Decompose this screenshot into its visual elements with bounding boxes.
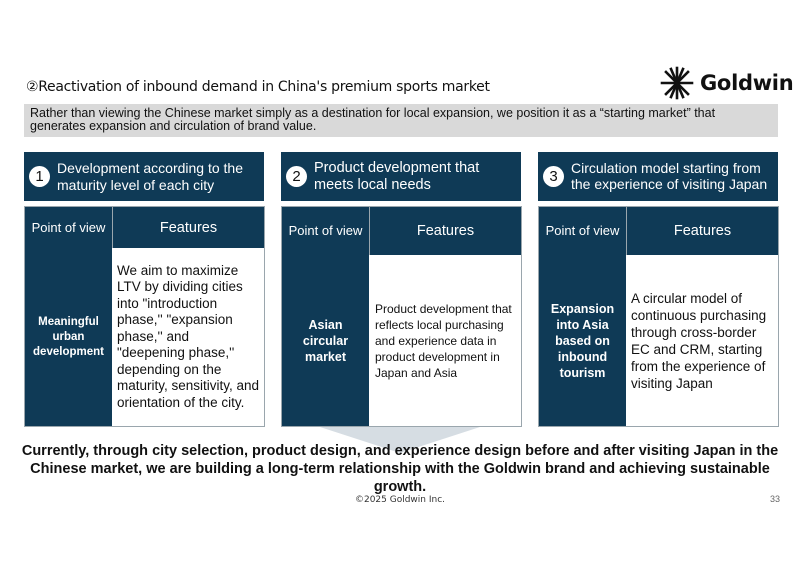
column-heading-1: Development according to the maturity level of each city bbox=[57, 159, 243, 193]
table-1-pov-cell: Meaningful urban development bbox=[25, 248, 112, 426]
page-number: 33 bbox=[770, 494, 781, 504]
goldwin-logo bbox=[660, 65, 793, 101]
step-number-2: 2 bbox=[286, 166, 307, 187]
table-1-features-header: Features bbox=[112, 207, 264, 248]
goldwin-logo-icon bbox=[660, 66, 694, 100]
copyright: ©2025 Goldwin Inc. bbox=[354, 495, 446, 505]
column-header-3 bbox=[538, 152, 778, 201]
column-heading-3: Circulation model starting from the experience of visiting Japan bbox=[571, 160, 768, 192]
table-1 bbox=[24, 206, 265, 427]
table-3 bbox=[538, 206, 779, 427]
column-header-2 bbox=[281, 152, 521, 201]
logo-text: Goldwin bbox=[700, 71, 794, 95]
page-title: ②Reactivation of inbound demand in China's premium sports market bbox=[26, 79, 490, 95]
table-3-features-header: Features bbox=[626, 207, 778, 255]
table-3-feature-cell: A circular model of continuous purchasing through cross-border EC and CRM, starting from the experience of visiting Japan bbox=[626, 255, 778, 426]
table-2-pov-cell: Asian circular market bbox=[282, 255, 369, 426]
column-header-1 bbox=[24, 152, 264, 201]
table-2 bbox=[281, 206, 522, 427]
step-number-3: 3 bbox=[543, 166, 564, 187]
intro-banner: Rather than viewing the Chinese market simply as a destination for local expansion, we position it as a “starting market” that generates expansion and circulation of brand value. bbox=[24, 104, 778, 137]
table-2-features-header: Features bbox=[369, 207, 521, 255]
conclusion-text: Currently, through city selection, product design, and experience design before and after visiting Japan in the Chinese market, we are building a long-term relationship with the Goldwin brand and achieving sustainable growth. bbox=[21, 443, 779, 495]
column-heading-2: Product development that meets local needs bbox=[314, 159, 480, 193]
table-2-feature-cell: Product development that reflects local purchasing and experience data in product development in Japan and Asia bbox=[369, 255, 521, 426]
table-1-feature-cell: We aim to maximize LTV by dividing cities into "introduction phase,'' "expansion phase,'' and "deepening phase,'' depending on the maturity, sensitivity, and orientation of the city. bbox=[112, 248, 264, 426]
table-2-pov-header: Point of view bbox=[282, 207, 369, 255]
table-3-pov-header: Point of view bbox=[539, 207, 626, 255]
table-1-pov-header: Point of view bbox=[25, 207, 112, 248]
table-3-pov-cell: Expansion into Asia based on inbound tourism bbox=[539, 255, 626, 426]
step-number-1: 1 bbox=[29, 166, 50, 187]
